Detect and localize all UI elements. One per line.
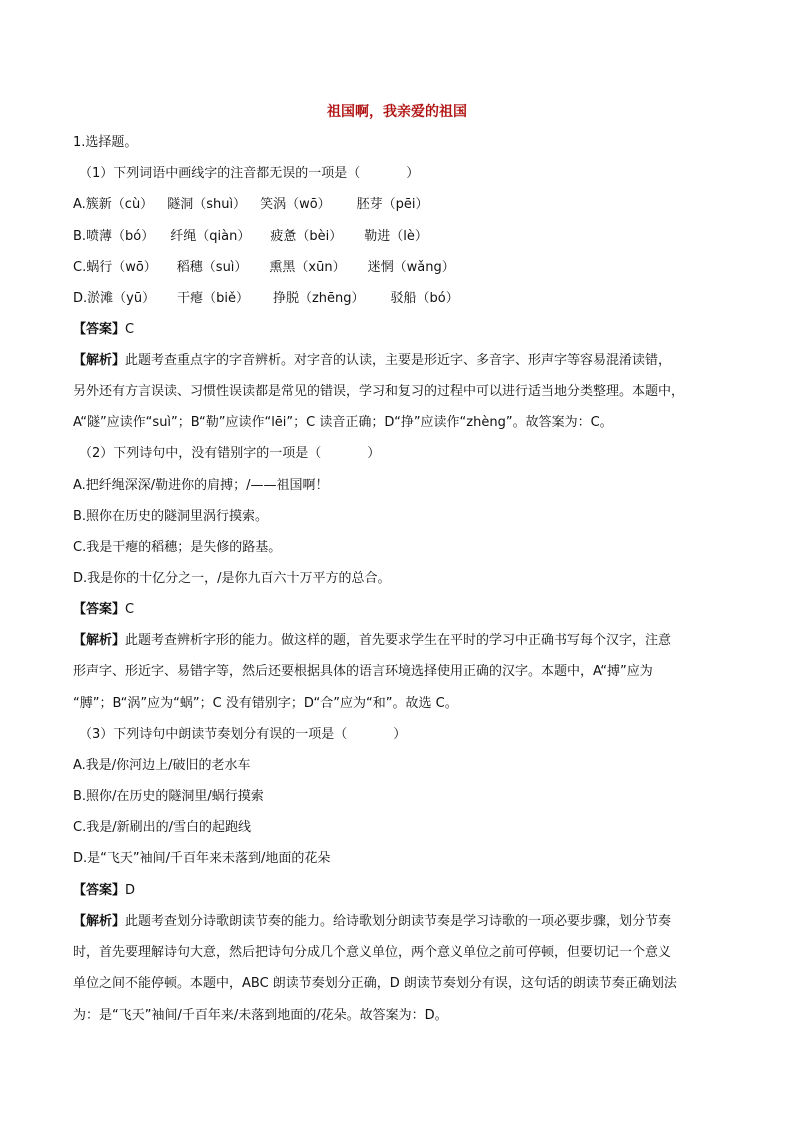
q1-answer-value: C [125,322,135,337]
q3-analysis-line-1 [73,913,734,931]
q1-stem-text: （1）下列词语中画线字的注音都无误的一项是（ [79,166,361,181]
q2-stem-text: （2）下列诗句中，没有错别字的一项是（ [79,446,322,461]
q2-option-b: B.照你在历史的隧洞里涡行摸索。 [73,509,269,524]
q2-stem [79,445,734,463]
q1-stem [79,165,734,183]
section-heading: 1.选择题。 [73,135,138,150]
q1-a-word-1: A.簇新（cù） [73,197,154,212]
q3-stem [79,726,734,744]
q2-stem-close: ） [367,446,381,461]
q1-stem-close: ） [406,166,420,181]
q3-stem-close: ） [393,727,407,742]
q1-option-c [73,259,734,277]
q1-analysis-line-2: 另外还有方言误读、习惯性误读都是常见的错误，学习和复习的过程中可以进行适当地分类整理。本题中， [73,384,685,399]
q3-analysis-line-2: 时，首先要理解诗句大意，然后把诗句分成几个意义单位，两个意义单位之前可停顿，但要切记一个意义 [73,945,672,960]
q3-option-d: D.是“飞天”袖间/千百年来未落到/地面的花朵 [73,851,331,866]
q1-analysis-text: 此题考查重点字的字音辨析。对字音的认读，主要是形近字、多音字、形声字等容易混淆读错， [125,353,672,368]
q3-answer-tag: 【答案】 [73,883,126,898]
q2-analysis-line-2: 形声字、形近字、易错字等，然后还要根据具体的语言环境选择使用正确的汉字。本题中，A“搏”应为 [73,664,653,679]
q2-analysis-line-1 [73,632,734,650]
q2-analysis-tag: 【解析】 [73,633,126,648]
q3-option-b: B.照你/在历史的隧洞里/蜗行摸索 [73,789,264,804]
q3-option-c: C.我是/新刷出的/雪白的起跑线 [73,820,251,835]
q1-d-word-4: 驳船（bó） [390,291,459,306]
q1-a-word-2: 隧洞（shuì） [167,197,247,212]
q1-c-word-3: 熏黑（xūn） [269,260,346,275]
q2-answer-value: C [125,602,135,617]
q1-analysis-tag: 【解析】 [73,353,126,368]
q3-stem-text: （3）下列诗句中朗读节奏划分有误的一项是（ [79,727,348,742]
q1-c-word-4: 迷惘（wǎng） [367,260,455,275]
q1-b-word-3: 疲惫（bèi） [270,229,343,244]
q1-c-word-1: C.蜗行（wō） [73,260,157,275]
q1-d-word-3: 挣脱（zhēng） [272,291,365,306]
q1-answer [73,321,734,339]
q2-option-c: C.我是干瘪的稻穗；是失修的路基。 [73,540,282,555]
q1-b-word-1: B.喷薄（bó） [73,229,155,244]
q1-option-a [73,196,734,214]
q1-analysis-line-1 [73,352,734,370]
q3-answer [73,882,734,900]
q1-a-word-3: 笑涡（wō） [260,197,331,212]
q1-b-word-4: 勒进（lè） [364,229,428,244]
q3-answer-value: D [125,883,136,898]
q1-d-word-2: 干瘪（biě） [177,291,249,306]
q2-answer [73,601,734,619]
q2-analysis-line-3: “膊”；B“涡”应为“蜗”；C 没有错别字；D“合”应为“和”。故选 C。 [73,696,458,711]
document-title: 祖国啊，我亲爱的祖国 [327,104,467,120]
q2-option-a: A.把纤绳深深/勒进你的肩搏；/——祖国啊！ [73,478,329,493]
q1-analysis-line-3: A“隧”应读作“suì”；B“勒”应读作“lēi”；C 读音正确；D“挣”应读作“zhèng”。故答案为：C。 [73,415,613,430]
q1-a-word-4: 胚芽（pēi） [356,197,429,212]
q3-analysis-line-4: 为：是“飞天”袖间/千百年来/未落到地面的/花朵。故答案为：D。 [73,1008,448,1023]
q1-option-d [73,290,734,308]
q3-option-a: A.我是/你河边上/破旧的老水车 [73,758,251,773]
q2-answer-tag: 【答案】 [73,602,126,617]
q1-option-b [73,228,734,246]
q3-analysis-tag: 【解析】 [73,914,126,929]
q1-d-word-1: D.淤滩（yū） [73,291,156,306]
q3-analysis-line-3: 单位之间不能停顿。本题中，ABC 朗读节奏划分正确，D 朗读节奏划分有误，这句话的朗读节奏正确划法 [73,976,677,991]
q1-b-word-2: 纤绳（qiàn） [170,229,251,244]
q1-c-word-2: 稻穗（suì） [176,260,248,275]
q2-analysis-text: 此题考查辨析字形的能力。做这样的题，首先要求学生在平时的学习中正确书写每个汉字，注意 [125,633,672,648]
q2-option-d: D.我是你的十亿分之一，/是你九百六十万平方的总合。 [73,571,391,586]
q3-analysis-text: 此题考查划分诗歌朗读节奏的能力。给诗歌划分朗读节奏是学习诗歌的一项必要步骤，划分节奏 [125,914,672,929]
q1-answer-tag: 【答案】 [73,322,126,337]
